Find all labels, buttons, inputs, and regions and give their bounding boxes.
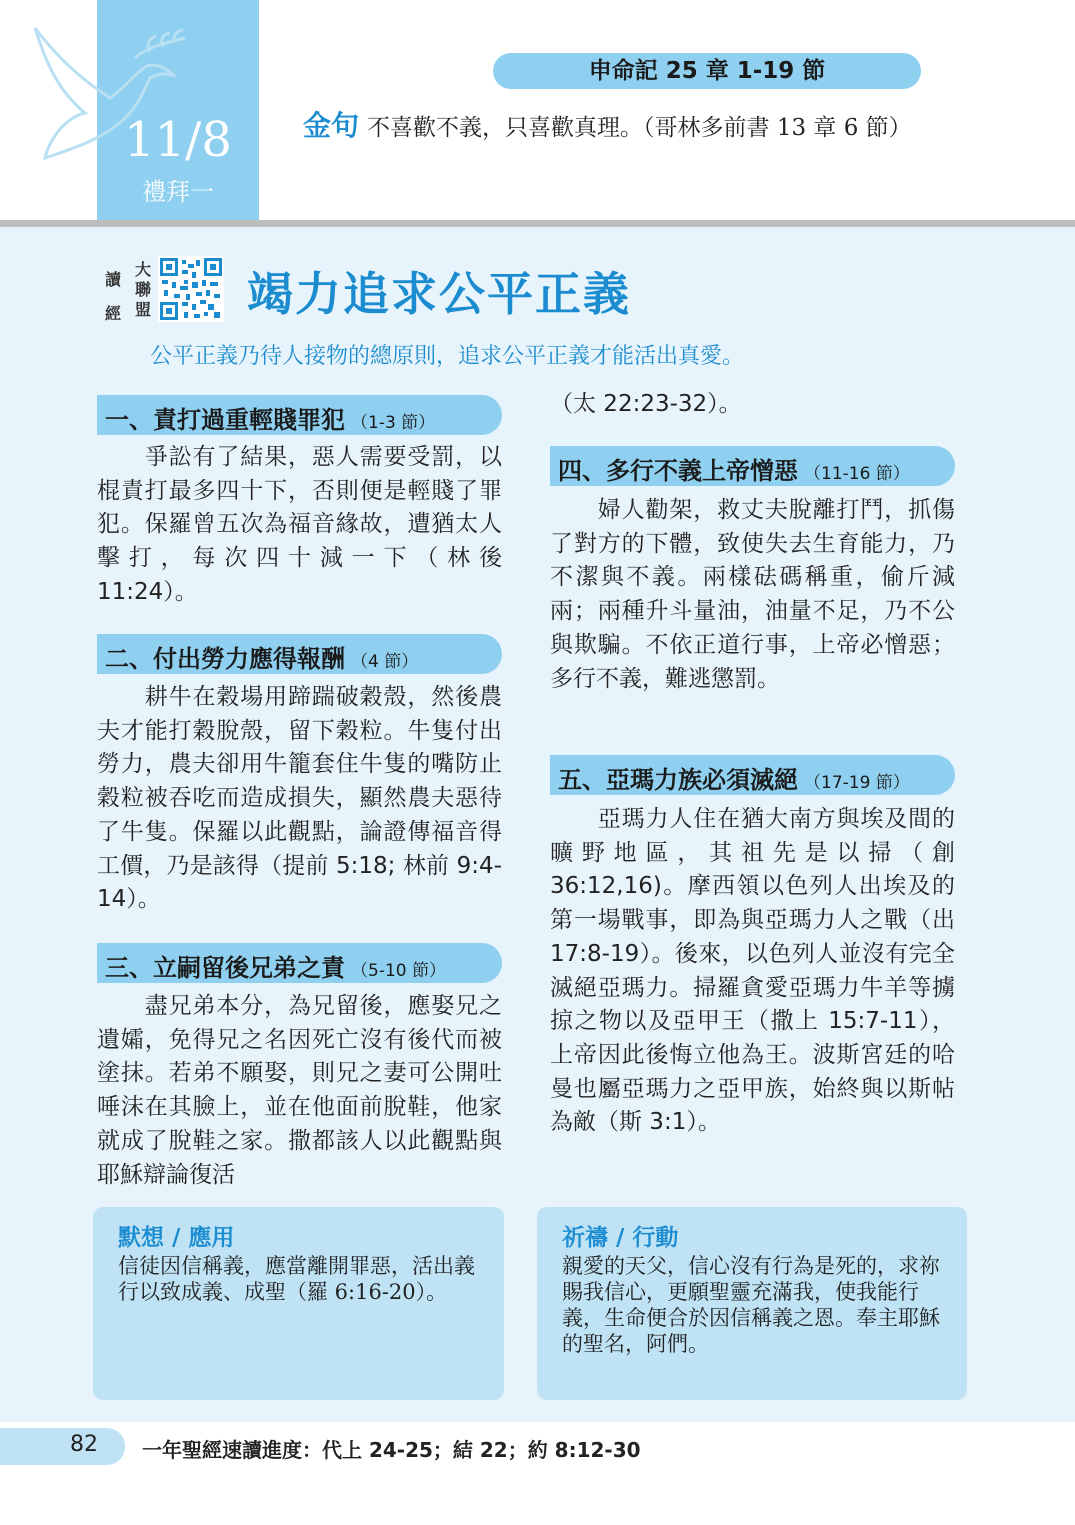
section-1-header <box>97 395 502 435</box>
weekday: 禮拜一 <box>142 178 214 206</box>
section-3-continuation: （太 22:23-32）。 <box>550 391 742 417</box>
golden-verse <box>303 104 912 144</box>
section-1-text: 爭訟有了結果，惡人需要受罰，以棍責打最多四十下，否則便是輕賤了罪犯。保羅曾五次為福音緣故，遭猶太人擊打，每次四十減一下（林後 11:24）。 <box>97 444 502 605</box>
section-3-header <box>97 943 502 983</box>
reading-progress: 一年聖經速讀進度：代上 24-25；結 22；約 8:12-30 <box>142 1438 641 1462</box>
page-title: 竭力追求公平正義 <box>247 267 631 321</box>
section-4-title: 四、多行不義上帝憎惡 <box>558 457 798 485</box>
badge-char: 盟 <box>135 300 152 319</box>
section-3-text: 盡兄弟本分，為兄留後，應娶兄之遺孀，免得兄之名因死亡沒有後代而被塗抹。若弟不願娶，則兄之妻可公開吐唾沫在其臉上，並在他面前脫鞋，他家就成了脫鞋之家。撒都該人以此觀點與耶穌辯論復活 <box>97 993 502 1188</box>
section-3-title: 三、立嗣留後兄弟之責 <box>105 954 345 982</box>
section-5-text: 亞瑪力人住在猶大南方與埃及間的曠野地區，其祖先是以掃（創 36:12,16)。摩西領以色列人出埃及的第一場戰事，即為與亞瑪力人之戰（出 17:8-19）。後來，以色列人並沒有完全滅絕亞瑪力。掃羅貪愛亞瑪力牛羊等擄掠之物以及亞甲王（撒上 15:7-11），上帝因此後悔立他為王。波斯宮廷的哈曼也屬亞瑪力之亞甲族，始終與以斯帖為敵（斯 3:1）。 <box>550 806 955 1136</box>
prayer-title: 祈禱 / 行動 <box>562 1225 679 1251</box>
header-divider <box>0 220 1075 227</box>
section-1-title: 一、責打過重輕賤罪犯 <box>105 406 345 434</box>
qr-code-icon[interactable] <box>158 256 224 322</box>
section-4-header <box>550 446 955 486</box>
page-subtitle: 公平正義乃待人接物的總原則，追求公平正義才能活出真愛。 <box>150 344 745 369</box>
prayer-text: 親愛的天父，信心沒有行為是死的，求祢賜我信心，更願聖靈充滿我，使我能行義，生命便合於因信稱義之恩。奉主耶穌的聖名，阿們。 <box>562 1254 940 1356</box>
section-2-verses: （4 節） <box>351 652 419 672</box>
meditation-box <box>93 1207 504 1400</box>
golden-verse-label: 金句 <box>303 109 360 142</box>
badge-char: 聯 <box>135 280 152 299</box>
badge-char: 經 <box>105 304 122 323</box>
section-5-header <box>550 755 955 795</box>
section-5-verses: （17-19 節） <box>804 773 910 793</box>
page-number: 82 <box>70 1432 98 1457</box>
golden-verse-text: 不喜歡不義，只喜歡真理。（哥林多前書 13 章 6 節） <box>367 115 912 141</box>
footer-page-tab <box>0 1428 125 1465</box>
prayer-box <box>537 1207 967 1400</box>
section-4-text: 婦人勸架，救丈夫脫離打鬥，抓傷了對方的下體，致使失去生育能力，乃不潔與不義。兩樣砝碼稱重，偷斤減兩；兩種升斗量油，油量不足，乃不公與欺騙。不依正道行事，上帝必憎惡；多行不義，難逃懲罰。 <box>550 497 955 692</box>
badge-char: 大 <box>135 260 152 279</box>
scripture-reference: 申命記 25 章 1-19 節 <box>493 53 921 89</box>
section-5-title: 五、亞瑪力族必須滅絕 <box>558 766 798 794</box>
meditation-text: 信徒因信稱義，應當離開罪惡，活出義行以致成義、成聖（羅 6:16-20）。 <box>118 1254 475 1304</box>
date-number: 11/8 <box>124 112 232 168</box>
section-2-text: 耕牛在穀場用蹄踹破穀殼，然後農夫才能打穀脫殼，留下穀粒。牛隻付出勞力，農夫卻用牛籠套住牛隻的嘴防止穀粒被吞吃而造成損失，顯然農夫惡待了牛隻。保羅以此觀點，論證傳福音得工價，乃是該得（提前 5:18; 林前 9:4-14）。 <box>97 684 502 913</box>
section-3-verses: （5-10 節） <box>351 961 446 981</box>
section-1-verses: （1-3 節） <box>351 413 436 433</box>
badge-char: 讀 <box>105 270 122 289</box>
section-2-title: 二、付出勞力應得報酬 <box>105 645 345 673</box>
meditation-title: 默想 / 應用 <box>118 1225 235 1251</box>
section-4-verses: （11-16 節） <box>804 464 910 484</box>
section-2-header <box>97 634 502 674</box>
